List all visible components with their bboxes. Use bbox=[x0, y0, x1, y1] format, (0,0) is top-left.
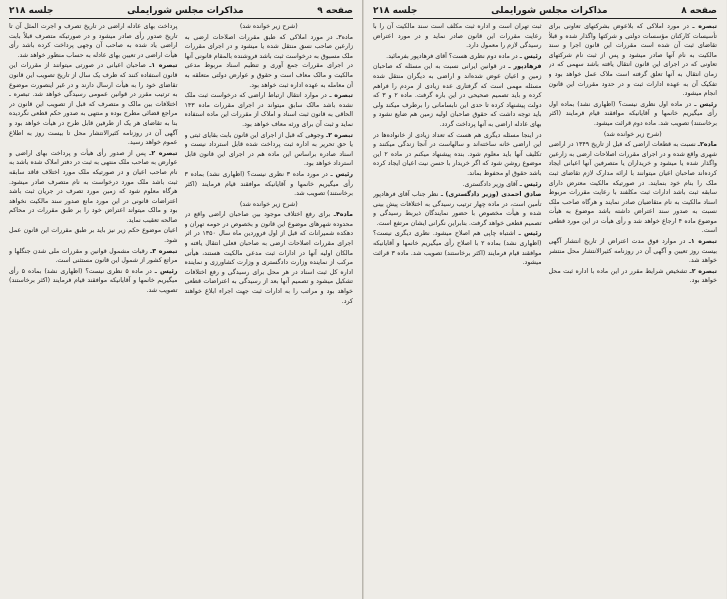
right-page-left-column bbox=[373, 22, 542, 596]
speaker-or-article-label: تبصره ۱ـ bbox=[688, 238, 717, 246]
left-page-left-column bbox=[9, 22, 178, 596]
speaker-or-article-label: رئیس ـ bbox=[519, 52, 542, 60]
speaker-or-article-label: رئیس ـ bbox=[694, 100, 717, 108]
paragraph: رئیس ـ در مورد ماده ۳ نظری نیست؟ (اظهاری نشد) بماده ۳ رأی میگیریم خانمها و آقایانیکه موافقند قیام فرمایند (اکثر برخاستند) تصویب شد. bbox=[184, 170, 353, 198]
right-page-columns bbox=[373, 22, 717, 596]
right-page-title: مذاکرات مجلس شورایملی bbox=[491, 6, 608, 16]
paragraph: (شرح زیر خوانده شد) bbox=[239, 200, 298, 208]
paragraph: ماده۳ـ در مورد املاکی که طبق مقررات اصلاحات ارضی به زارعین صاحب نسق منتقل شده یا میشود و در اجرای مقررات ملک مسبوق به درخواست ثبت باشد فروشنده بالمقام قانونی آنها در اجرای مقررات جمع آوری و تنظیم اسناد مربوط مدعی مالکیت و مالک معاف است و حقوق و عوارض دولتی متعلقه به آن معامله به عهده اداره ثبت خواهد بود. bbox=[184, 33, 353, 89]
speaker-or-article-label: تبصره ۲ـ bbox=[326, 131, 353, 139]
right-page-number: صفحه ۸ bbox=[681, 6, 717, 16]
paragraph: تبصره ۲ـ تشخیص شرایط مقرر در این ماده با اداره ثبت محل خواهد بود. bbox=[548, 267, 717, 285]
paragraph: رئیس ـ در ماده اول نظری نیست؟ (اظهاری نشد) بماده اول رأی میگیریم خانمها و آقایانیکه موافقند قیام فرمایند (اکثر برخاستند) تصویب شد. ماده دوم قرائت میشود. bbox=[548, 100, 717, 127]
paragraph: اعیان موضوع حکم زیر نیز باید بر طبق مقررات این قانون عمل شود. bbox=[9, 227, 178, 245]
speaker-or-article-label: رئیس ـ bbox=[330, 170, 353, 178]
speaker-or-article-label: صادق احمدی (وزیر دادگستری) ـ bbox=[440, 191, 542, 199]
speaker-or-article-label: تبصره ۲ـ bbox=[149, 149, 178, 157]
speaker-or-article-label: فرهادپور ـ bbox=[508, 63, 542, 71]
paragraph: صادق احمدی (وزیر دادگستری) ـ نظر جناب آقای فرهادپور تأمین است، در ماده چهار ترتیب رسیدگی به اختلافات پیش بینی شده و هیأت مخصوص با حضور نمایندگان ذیربط رسیدگی و تصمیم قطعی خواهد گرفت. بنابراین نگرانی ایشان مرتفع است. bbox=[373, 191, 542, 227]
paragraph: رئیس ـ اشتباه چاپی هم اصلاح میشود. نظری دیگری نیست؟ (اظهاری نشد) بماده ۲ با اصلاح رأی میگیریم خانمها و آقایانیکه موافقند قیام فرمایند (اکثر برخاستند) تصویب شد. ماده ۳ قرائت میشود. bbox=[373, 230, 542, 267]
left-page-title: مذاکرات مجلس شورایملی bbox=[127, 6, 244, 16]
speaker-or-article-label: تبصره ۲ـ bbox=[689, 267, 717, 275]
paragraph: تبصره ۱ـ در موارد فوق مدت اعتراض از تاریخ انتشار آگهی بیست روز تعیین و آگهی آن در روزنامه کثیرالانتشار محل منتشر خواهد شد. bbox=[548, 238, 717, 265]
left-page-columns bbox=[9, 22, 353, 596]
right-page bbox=[363, 0, 726, 599]
paragraph: رئیس ـ در ماده ۵ نظری نیست؟ (اظهاری نشد) بماده ۵ رأی میگیریم خانمها و آقایانیکه موافقند قیام فرمایند (اکثر برخاستند) تصویب شد. bbox=[9, 267, 178, 295]
speaker-or-article-label: تبصره ـ bbox=[329, 92, 353, 100]
left-page-number: صفحه ٩ bbox=[317, 6, 353, 16]
left-session-label: جلسه ۲۱۸ bbox=[9, 6, 54, 16]
right-page-header bbox=[373, 6, 717, 19]
speaker-or-article-label: رئیس ـ bbox=[154, 267, 178, 275]
speaker-or-article-label: تبصره ـ bbox=[692, 23, 717, 30]
paragraph: پرداخت بهای عادله اراضی در تاریخ تصرف و اجرت المثل آن تا تاریخ صدور رأی صادر میشود و در صورتیکه متصرف قبلاً بابت اراضی یاد شده به صاحب آن وجهی پرداخت کرده باشد رأی هیأت اراضی در تعیین بهای عادله به حساب منظور خواهد شد. bbox=[9, 23, 178, 59]
paragraph: تبصره ۱ـ صاحبان اعیانی در صورتی میتوانند از مقررات این قانون استفاده کنند که ظرف یک سال از تاریخ تصویب این قانون تقاضای خود را به هیأت ارسال دارند و در غیر اینصورت موضوع به ترتیب مقرر در قوانین عمومی رسیدگی خواهد شد. تبصره ـ اختلافات بین مالک و متصرف که قبل از تصویب این قانون در مراجع قضائی مطرح بوده و منتهی به صدور حکم قطعی نگردیده بنا به تقاضای هر یک از طرفین قابل طرح در هیأت خواهد بود و آگهی آن در روزنامه کثیرالانتشار محل تا بیست روز به اطلاع عموم خواهد رسید. bbox=[9, 62, 178, 147]
paragraph: (شرح زیر خوانده شد) bbox=[603, 130, 662, 138]
paragraph: (شرح زیر خوانده شد) bbox=[239, 23, 298, 30]
paragraph: رئیس ـ آقای وزیر دادگستری. bbox=[462, 180, 542, 188]
left-page-right-column bbox=[185, 22, 354, 596]
paragraph: تبصره ۳ـ رقبات مشمول قوانین و مقررات ملی شدن جنگلها و مراتع کشور از شمول این قانون مستثنی است. bbox=[9, 247, 178, 265]
speaker-or-article-label: رئیس ـ bbox=[519, 180, 542, 188]
right-session-label: جلسه ۲۱۸ bbox=[373, 6, 418, 16]
paragraph: در اینجا مسئله دیگری هم هست که تعداد زیادی از خانواده‌ها در این اراضی خانه ساخته‌اند و سالهاست در آنجا زندگی میکنند و تکلیف آنها باید معلوم شود. بنده پیشنهاد میکنم در ماده ۲ این موضوع روشن شود که اگر خریدار با حسن نیت اعیان ایجاد کرده باشد حقوق او محفوظ بماند. bbox=[373, 131, 542, 177]
paragraph: ماده۴ـ برای رفع اختلاف موجود بین صاحبان اراضی واقع در محدوده شهرهای موضوع این قانون و بخصوص در حومه تهران و دهکده شمیرانات که قبل از اول فروردین ماه سال ۱۳۵۰ در اثر اجرای مقررات اصلاحات ارضی به صاحبان فعلی انتقال یافته و مالکان اولیه آنها در ادارات ثبت مدعی مالکیت هستند، هیأتی مرکب از نماینده وزارت دادگستری و وزارت کشاورزی و نماینده اداره کل ثبت اسناد در هر محل برای رسیدگی و رفع اختلافات تشکیل میشود و تصمیم آنها بعد از رسیدگی به اعتراضات قطعی خواهد بود و مراتب را به ادارات ثبت جهت اجراء ابلاغ خواهند کرد. bbox=[184, 211, 353, 305]
speaker-or-article-label: تبصره ۳ـ bbox=[150, 247, 178, 255]
speaker-or-article-label: رئیس ـ bbox=[518, 230, 542, 238]
paragraph: ماده۲ـ نسبت به قطعات اراضی که قبل از تاریخ ۱۳۴۹ در اراضی شهری واقع شده و در اجرای مقررات اصلاحات ارضی به زارعین واگذار شده یا میشود و خریداران یا متصرفین آنها اعیانی ایجاد کرده‌اند صاحبان اعیان میتوانند با ارائه مدارک لازم تقاضای ثبت ملک را بنام خود بنمایند. در صورتیکه مالکیت معترض دارای سابقه ثبت باشد ادارات ثبت مکلفند با رعایت مقررات مربوط اسناد مالکیت به نام متقاضیان صادر نمایند و هرگاه صاحب ملک نسبت به صدور سند اعتراض داشته باشد موضوع به هیأت موضوع ماده ۴ ارجاع خواهد شد و رأی هیأت در این مورد قطعی است. bbox=[548, 141, 717, 235]
paragraph: تبصره ۲ـ پس از صدور رأی هیأت و پرداخت بهای اراضی و عوارض به صاحب ملک منتهی به ثبت در دفتر املاک شده باشد به نام صاحب اعیان و در صورتیکه ملک مورد اختلاف فاقد سابقه ثبت باشد ملک مورد درخواست به نام متصرف صادر میشود. هرگاه معلوم شود که زمین مورد تصرف در جریان ثبت باشد اعتراضات قانونی در این مورد مانع صدور سند مالکیت نخواهد بود و مالک میتواند اعتراض خود را بر طبق مقررات در محاکم صالحه تعقیب نماید. bbox=[9, 149, 178, 224]
speaker-or-article-label: ماده۴ـ bbox=[333, 211, 353, 219]
paragraph: تبصره ـ در موارد انتقال ارتباط اراضی که درخواست ثبت ملک نشده باشد مالک سابق میتواند در اجرای مقررات ماده ۱۴۳ الحاقی به قانون ثبت اسناد و املاک از مقررات این ماده استفاده نماید و ثبت آن برای ورثه معاف خواهد بود. bbox=[184, 92, 353, 128]
paragraph: رئیس ـ در ماده دوم نظری هست؟ آقای فرهادپور بفرمائید. bbox=[386, 52, 542, 60]
paragraph: تبصره ـ در مورد املاکی که بلاعوض بشرکتهای تعاونی برای تأسیسات کارکنان مؤسسات دولتی و شرکتها واگذار شده و قبلاً تقاضای ثبت آن شده است مقررات این قانون اجرا و سند مالکیت به نام آنها صادر میشود و پس از ثبت نام شرکتهای تعاونی که در اجرای این قانون انتقال یافته باشد سهمی که در زمان انتقال به آنها تعلق گرفته است ملاک عمل خواهد بود و تفکیک آن به عهده ادارات ثبت و در حدود مقررات این قانون انجام میشود. bbox=[548, 23, 717, 98]
paragraph: ثبت تهران است و اداره ثبت مکلف است سند مالکیت آن را با رعایت مقررات این قانون صادر نماید و در مورد اعتراض رسیدگی لازم را معمول دارد. bbox=[373, 23, 542, 50]
speaker-or-article-label: ماده۲ـ bbox=[697, 141, 717, 149]
speaker-or-article-label: تبصره ۱ـ bbox=[149, 62, 178, 70]
left-page bbox=[0, 0, 363, 599]
paragraph: تبصره ۲ـ وجوهی که قبل از اجرای این قانون بابت بقایای ثبتی و یا حق تحریر به اداره ثبت پرداخت شده قابل استرداد نیست و اسناد صادره براساس این ماده هم در اجرای این قانون قابل استرداد خواهد بود. bbox=[184, 131, 353, 168]
left-page-header bbox=[9, 6, 353, 19]
right-page-right-column bbox=[549, 22, 718, 596]
paragraph: فرهادپور ـ در قوانین ایرانی نسبت به این مسئله که صاحبان زمین و اعیان عوض شده‌اند و اراضی به دیگران منتقل شده مسئله مهمی است که گرفتاری عده زیادی از مردم را فراهم کرده و باید تصمیم صحیحی در این باره گرفت. ماده ۲ و ۳ که دولت پیشنهاد کرده تا حدی این نابسامانی را برطرف میکند ولی باید توجه داشت که حقوق صاحبان اولیه زمین هم ضایع نشود و بهای عادله اراضی به آنها پرداخت گردد. bbox=[373, 63, 542, 128]
